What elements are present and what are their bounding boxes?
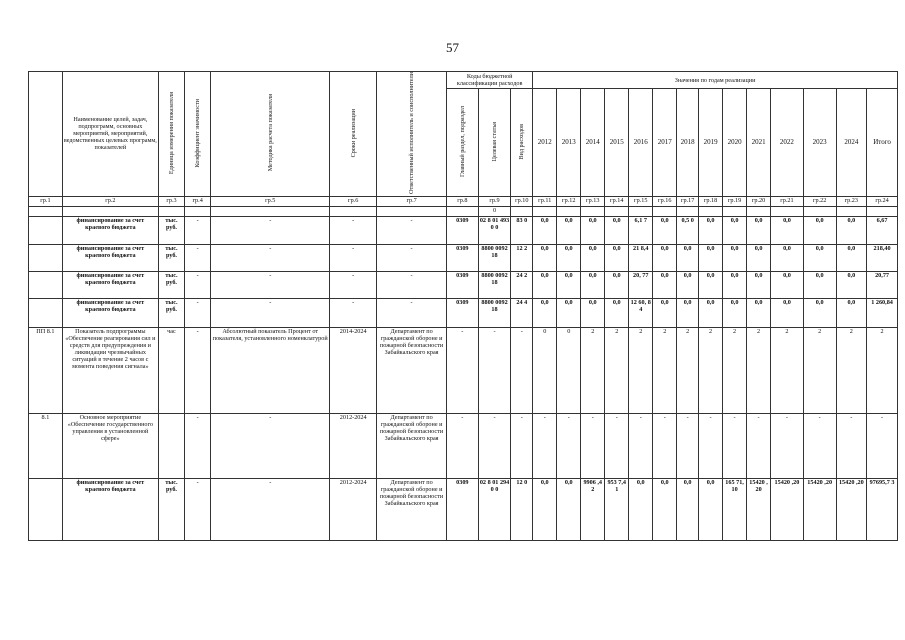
cell-year-value: 0,0 [581,271,605,298]
cell-year-value [533,206,557,216]
cell-c3: тыс. руб. [158,298,184,327]
cell-total: 1 260,84 [867,298,898,327]
cell-c5: - [211,478,330,540]
cell-c10: 83 0 [511,216,533,244]
cell-c2: Основное мероприятие «Обеспечение государственного управления в установленной сфере» [62,413,158,478]
cell-c4: - [185,327,211,413]
cell-c4: - [185,478,211,540]
cell-year-value: 2 [699,327,723,413]
column-number-row [29,196,898,206]
cell-c10: - [511,413,533,478]
cell-year-value: - [699,413,723,478]
header-terms: Сроки реализации [330,72,377,197]
cell-c7 [377,206,447,216]
cell-year-value: - [605,413,629,478]
header-code-section: Главный раздел, подраздел [447,89,479,197]
cell-year-value: 0,0 [747,298,771,327]
year-header: 2024 [836,89,867,197]
cell-c8: 0309 [447,216,479,244]
cell-total: 218,40 [867,244,898,271]
cell-year-value [605,206,629,216]
cell-c2: Показатель подпрограммы «Обеспечение реагирования сил и средств для предупреждения и ликвидации чрезвычайных ситуаций в течение 2 часов с момента поведения сигнала» [62,327,158,413]
column-number: гр.21 [771,196,804,206]
cell-c3: тыс. руб. [158,271,184,298]
cell-year-value: 0,0 [605,271,629,298]
cell-year-value: 0,0 [836,271,867,298]
cell-year-value: 0,0 [653,298,677,327]
cell-c9: - [478,327,511,413]
cell-c1 [29,478,63,540]
cell-year-value: 15420 ,20 [836,478,867,540]
cell-year-value [677,206,699,216]
column-number: гр.13 [581,196,605,206]
column-number: гр.10 [511,196,533,206]
cell-c5: - [211,413,330,478]
header-coef: Коэффициент значимости [185,72,211,197]
year-header: 2013 [557,89,581,197]
table-row [29,298,898,327]
column-number: гр.4 [185,196,211,206]
cell-year-value [803,206,836,216]
cell-year-value: 0,0 [747,271,771,298]
cell-year-value: 0,0 [699,478,723,540]
cell-year-value: 2 [581,327,605,413]
table-row [29,244,898,271]
cell-year-value: 2 [803,327,836,413]
header-total: Итого [867,89,898,197]
cell-c6: - [330,244,377,271]
cell-c7: - [377,298,447,327]
cell-year-value: - [629,413,653,478]
cell-year-value [747,206,771,216]
cell-year-value [629,206,653,216]
cell-year-value: 2 [605,327,629,413]
cell-c7: - [377,216,447,244]
cell-c2: финансирование за счет краевого бюджета [62,216,158,244]
cell-year-value: 0,0 [723,244,747,271]
cell-c7: - [377,271,447,298]
cell-year-value: 953 7,41 [605,478,629,540]
cell-year-value: 6,1 7 [629,216,653,244]
header-col-1 [29,72,63,197]
cell-year-value: 15420 ,20 [771,478,804,540]
year-header: 2019 [699,89,723,197]
cell-c3: час [158,327,184,413]
cell-year-value: 0,0 [581,216,605,244]
cell-c7: - [377,244,447,271]
year-header: 2020 [723,89,747,197]
column-number: гр.22 [803,196,836,206]
year-header: 2017 [653,89,677,197]
cell-c3: тыс. руб. [158,478,184,540]
column-number: гр.7 [377,196,447,206]
cell-year-value: 0,0 [836,216,867,244]
cell-year-value: 0,0 [771,244,804,271]
cell-c3 [158,206,184,216]
cell-year-value [771,206,804,216]
cell-year-value: 0,0 [557,478,581,540]
cell-year-value: 12 60, 84 [629,298,653,327]
cell-c6: - [330,298,377,327]
cell-c10: 12 2 [511,244,533,271]
header-code-type: Вид расходов [511,89,533,197]
cell-c1: 8.1 [29,413,63,478]
cell-c4: - [185,216,211,244]
cell-year-value: 0,0 [533,216,557,244]
cell-c3: тыс. руб. [158,216,184,244]
cell-year-value: 9906 ,42 [581,478,605,540]
cell-c5: - [211,271,330,298]
cell-c2 [62,206,158,216]
cell-year-value [699,206,723,216]
cell-year-value: 0,0 [557,244,581,271]
cell-c1 [29,216,63,244]
cell-year-value: 165 71, 10 [723,478,747,540]
cell-year-value: 0,0 [677,244,699,271]
year-header: 2023 [803,89,836,197]
cell-year-value: 0,0 [533,298,557,327]
cell-c8: - [447,327,479,413]
cell-c2: финансирование за счет краевого бюджета [62,271,158,298]
cell-year-value: 0,0 [533,244,557,271]
column-number: гр.20 [747,196,771,206]
cell-year-value: 0,0 [581,244,605,271]
cell-c10: - [511,327,533,413]
cell-year-value: 0,0 [605,298,629,327]
cell-year-value [581,206,605,216]
cell-year-value: 0,0 [836,244,867,271]
year-header: 2012 [533,89,557,197]
cell-year-value: 0,0 [557,216,581,244]
cell-year-value: - [723,413,747,478]
cell-c1 [29,298,63,327]
column-number: гр.23 [836,196,867,206]
column-number: гр.17 [677,196,699,206]
cell-year-value: 0,0 [677,298,699,327]
cell-year-value: 2 [747,327,771,413]
cell-c2: финансирование за счет краевого бюджета [62,298,158,327]
column-number: гр.8 [447,196,479,206]
cell-c7: Департамент по гражданской обороне и пожарной безопасности Забайкальского края [377,413,447,478]
table-row [29,413,898,478]
year-header: 2021 [747,89,771,197]
cell-year-value: 0,0 [723,271,747,298]
cell-c9: 02 8 01 2940 0 [478,478,511,540]
cell-year-value: 0,0 [803,271,836,298]
cell-c2: финансирование за счет краевого бюджета [62,478,158,540]
cell-year-value: - [581,413,605,478]
cell-year-value: 0,0 [605,216,629,244]
cell-c6: 2012-2024 [330,413,377,478]
column-number: гр.1 [29,196,63,206]
cell-year-value: 0,0 [653,244,677,271]
cell-year-value: 2 [771,327,804,413]
cell-c9: 8800 0092 18 [478,298,511,327]
cell-year-value: 0,0 [723,216,747,244]
cell-year-value [653,206,677,216]
cell-c9: 8800 0092 18 [478,244,511,271]
cell-year-value: 0,0 [533,478,557,540]
cell-c10: 12 0 [511,478,533,540]
program-table [28,71,898,541]
cell-c3: тыс. руб. [158,244,184,271]
cell-c4: - [185,413,211,478]
year-header: 2014 [581,89,605,197]
column-number: гр.11 [533,196,557,206]
cell-c4: - [185,244,211,271]
cell-year-value [557,206,581,216]
cell-year-value: - [747,413,771,478]
cell-c9: 8800 0092 18 [478,271,511,298]
cell-year-value: 0 [557,327,581,413]
cell-year-value: 0,0 [581,298,605,327]
cell-c1 [29,271,63,298]
cell-c5: - [211,298,330,327]
column-number: гр.24 [867,196,898,206]
cell-year-value: 0,0 [771,298,804,327]
cell-year-value: 0,0 [771,271,804,298]
header-name: Наименование целей, задач, подпрограмм, основных мероприятий, мероприятий, ведомственных целевых программ, показателей [62,72,158,197]
cell-year-value: 0,0 [605,244,629,271]
cell-year-value: 0,0 [699,244,723,271]
cell-year-value: 0,0 [723,298,747,327]
cell-year-value: 0,0 [699,216,723,244]
cell-total [867,206,898,216]
column-number: гр.9 [478,196,511,206]
cell-year-value: 0,0 [677,271,699,298]
table-row [29,478,898,540]
cell-year-value: 2 [723,327,747,413]
year-header: 2022 [771,89,804,197]
table-row [29,216,898,244]
header-code-target: Целевая статья [478,89,511,197]
cell-total: 2 [867,327,898,413]
cell-year-value: 0 [533,327,557,413]
cell-c8: - [447,413,479,478]
table-body [29,206,898,540]
cell-year-value: 0,0 [747,216,771,244]
column-number: гр.5 [211,196,330,206]
cell-year-value: - [836,413,867,478]
cell-year-value: - [653,413,677,478]
year-header: 2016 [629,89,653,197]
cell-year-value: 15420 ,20 [747,478,771,540]
cell-c6 [330,206,377,216]
cell-c8 [447,206,479,216]
cell-year-value: 0,0 [803,298,836,327]
cell-c8: 0309 [447,244,479,271]
column-number: гр.15 [629,196,653,206]
cell-c6: 2012-2024 [330,478,377,540]
table-row [29,327,898,413]
cell-year-value: 0,0 [803,244,836,271]
cell-c4 [185,206,211,216]
cell-year-value: 15420 ,20 [803,478,836,540]
cell-year-value: - [533,413,557,478]
cell-total: - [867,413,898,478]
column-number: гр.16 [653,196,677,206]
cell-c2: финансирование за счет краевого бюджета [62,244,158,271]
cell-year-value: 20, 77 [629,271,653,298]
cell-year-value: - [557,413,581,478]
column-number: гр.2 [62,196,158,206]
cell-c6: 2014-2024 [330,327,377,413]
cell-year-value: 0,0 [803,216,836,244]
cell-year-value: 0,0 [629,478,653,540]
cell-year-value: 0,0 [747,244,771,271]
table-row [29,271,898,298]
cell-year-value: 0,0 [699,271,723,298]
column-number: гр.3 [158,196,184,206]
header-method: Методика расчета показателя [211,72,330,197]
cell-c7: Департамент по гражданской обороне и пожарной безопасности Забайкальского края [377,478,447,540]
column-number: гр.12 [557,196,581,206]
cell-year-value: 0,0 [557,298,581,327]
column-number: гр.14 [605,196,629,206]
cell-year-value [836,206,867,216]
header-budget-codes: Коды бюджетной классификации расходов [447,72,533,89]
cell-c9: - [478,413,511,478]
cell-c1 [29,206,63,216]
header-unit: Единица измерения показателя [158,72,184,197]
cell-c6: - [330,271,377,298]
cell-year-value: 2 [836,327,867,413]
header-values-by-years: Значения по годам реализации [533,72,898,89]
year-header: 2018 [677,89,699,197]
cell-c3 [158,413,184,478]
cell-c8: 0309 [447,478,479,540]
cell-c7: Департамент по гражданской обороне и пожарной безопасности Забайкальского края [377,327,447,413]
cell-c6: - [330,216,377,244]
cell-year-value: - [803,413,836,478]
column-number: гр.18 [699,196,723,206]
cell-total: 97695,7 3 [867,478,898,540]
cell-c9: 0 [478,206,511,216]
cell-c5: Абсолютный показатель Процент от показателя, установленного номенклатурой [211,327,330,413]
table-row [29,206,898,216]
cell-year-value: 0,0 [836,298,867,327]
page-number: 57 [446,40,459,55]
cell-year-value: 21 8,4 [629,244,653,271]
cell-total: 20,77 [867,271,898,298]
cell-year-value: 0,0 [677,478,699,540]
year-header: 2015 [605,89,629,197]
cell-year-value: 2 [677,327,699,413]
header-responsible: Ответственный исполнитель и соисполнители [377,72,447,197]
cell-year-value: 2 [629,327,653,413]
cell-total: 6,67 [867,216,898,244]
cell-year-value: 2 [653,327,677,413]
cell-c5: - [211,216,330,244]
cell-c10: 24 2 [511,271,533,298]
cell-c4: - [185,271,211,298]
cell-year-value: 0,0 [557,271,581,298]
cell-year-value: - [771,413,804,478]
column-number: гр.6 [330,196,377,206]
cell-year-value: - [677,413,699,478]
cell-year-value: 0,0 [699,298,723,327]
cell-c4: - [185,298,211,327]
cell-year-value: 0,0 [533,271,557,298]
cell-c8: 0309 [447,271,479,298]
cell-c1 [29,244,63,271]
cell-year-value: 0,0 [653,271,677,298]
cell-year-value [723,206,747,216]
cell-year-value: 0,0 [653,478,677,540]
cell-c10: 24 4 [511,298,533,327]
cell-c1: ПП 8.1 [29,327,63,413]
cell-c9: 02 8 01 4930 0 [478,216,511,244]
cell-c5 [211,206,330,216]
cell-c8: 0309 [447,298,479,327]
cell-c5: - [211,244,330,271]
cell-c10 [511,206,533,216]
cell-year-value: 0,0 [653,216,677,244]
cell-year-value: 0,0 [771,216,804,244]
column-number: гр.19 [723,196,747,206]
cell-year-value: 0,5 0 [677,216,699,244]
